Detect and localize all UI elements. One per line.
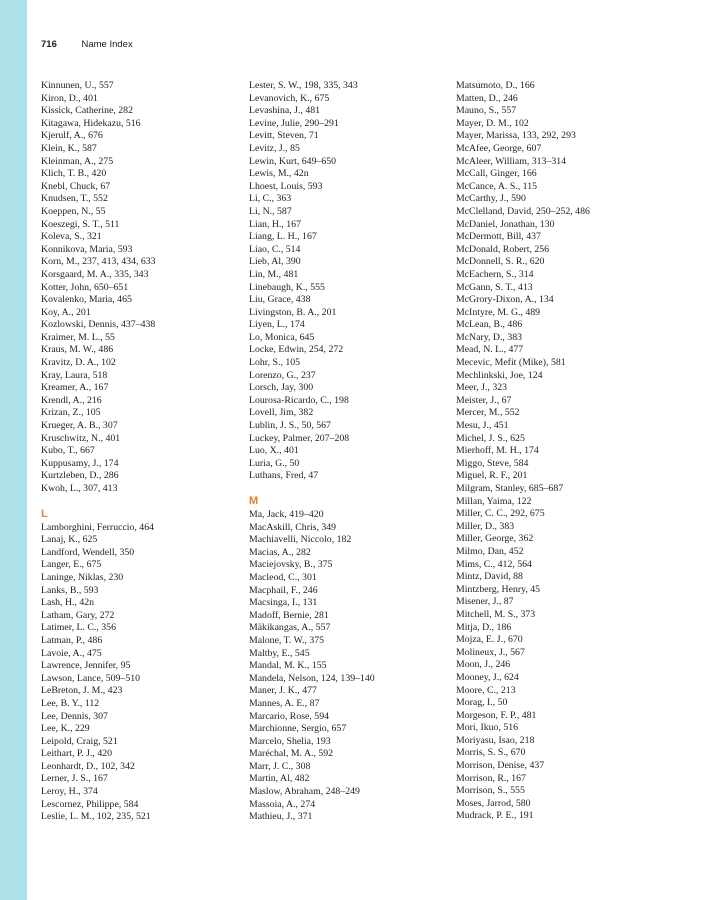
index-entry: Kwoh, L., 307, 413 [41, 483, 118, 494]
index-column-3 [456, 80, 656, 823]
index-entry: Latman, P., 486 [41, 634, 103, 646]
index-entry: Lo, Monica, 645 [249, 331, 315, 343]
index-entry: McGrory-Dixon, A., 134 [456, 294, 554, 306]
index-entry: Mintzberg, Henry, 45 [456, 583, 541, 595]
index-entry: Leslie, L. M., 102, 235, 521 [41, 811, 151, 823]
margin-color-stripe [0, 0, 27, 900]
index-entry: Lee, Dennis, 307 [41, 710, 108, 722]
index-entry: Latham, Gary, 272 [41, 609, 115, 621]
index-entry: Maciejovsky, B., 375 [249, 559, 333, 571]
index-entry: Mudrack, P. E., 191 [456, 810, 534, 822]
index-entry: Macphail, F., 246 [249, 584, 318, 596]
index-entry: Maltby, E., 545 [249, 647, 310, 659]
index-entry: Kitagawa, Hidekazu, 516 [41, 117, 141, 129]
index-entry: Krendl, A., 216 [41, 394, 102, 406]
index-entry: Mojza, E. J., 670 [456, 634, 523, 646]
index-entry: Kray, Laura, 518 [41, 369, 108, 381]
running-head: Name Index [81, 39, 133, 50]
index-entry: Lanks, B., 593 [41, 584, 99, 596]
index-entry: McClelland, David, 250–252, 486 [456, 205, 590, 217]
index-entry: Liao, C., 514 [249, 243, 301, 255]
index-entry: McGann, S. T., 413 [456, 281, 533, 293]
section-letter-heading: M [249, 495, 259, 507]
index-entry: Millan, Yaima, 122 [456, 495, 532, 507]
index-entry: Milgram, Stanley, 685–687 [456, 483, 564, 494]
index-entry: Li, N., 587 [249, 205, 292, 217]
index-entry: Lourosa-Ricardo, C., 198 [249, 394, 349, 406]
index-entry: McDonald, Robert, 256 [456, 243, 550, 255]
index-entry: Kissick, Catherine, 282 [41, 105, 133, 117]
index-entry: Levine, Julie, 290–291 [249, 117, 339, 129]
index-entry: McIntyre, M. G., 489 [456, 306, 541, 318]
index-entry: Lewin, Kurt, 649–650 [249, 155, 337, 167]
index-entry: Morag, I., 50 [456, 697, 508, 709]
index-entry: Machiavelli, Niccolo, 182 [249, 534, 352, 546]
index-entry: Macias, A., 282 [249, 546, 311, 558]
index-entry: Marcario, Rose, 594 [249, 710, 329, 722]
index-entry: McDermott, Bill, 437 [456, 231, 541, 243]
index-entry: Lee, K., 229 [41, 723, 90, 735]
index-entry: Kovalenko, Maria, 465 [41, 294, 132, 306]
index-entry: Maner, J. K., 477 [249, 685, 317, 697]
index-entry: Moses, Jarrod, 580 [456, 797, 531, 809]
index-entry: McCarthy, J., 590 [456, 193, 526, 205]
index-entry: Mecevic, Mefit (Mike), 581 [456, 357, 566, 369]
index-entry: Mitja, D., 186 [456, 621, 512, 633]
index-entry: Morrison, S., 555 [456, 785, 525, 797]
index-entry: Krizan, Z., 105 [41, 407, 101, 419]
index-entry: Kinnunen, U., 557 [41, 80, 114, 91]
index-entry: Matten, D., 246 [456, 92, 518, 104]
index-entry: Korn, M., 237, 413, 434, 633 [41, 256, 156, 268]
index-entry: Maslow, Abraham, 248–249 [249, 786, 360, 798]
index-entry: Levitt, Steven, 71 [249, 130, 319, 142]
index-entry: Leroy, H., 374 [41, 786, 98, 798]
index-entry: Moon, J., 246 [456, 659, 511, 671]
index-entry: Lublin, J. S., 50, 567 [249, 420, 331, 432]
index-entry: Kozlowski, Dennis, 437–438 [41, 319, 156, 331]
index-entry: Lavoie, A., 475 [41, 647, 102, 659]
index-entry: Kotter, John, 650–651 [41, 281, 129, 293]
index-entry: Knudsen, T., 552 [41, 193, 108, 205]
index-entry: Lescornez, Philippe, 584 [41, 798, 139, 810]
index-entry: Matsumoto, D., 166 [456, 80, 535, 91]
entry-list [456, 80, 656, 823]
index-entry: Malone, T. W., 375 [249, 634, 325, 646]
index-entry: McAfee, George, 607 [456, 142, 542, 154]
index-entry: Kraus, M. W., 486 [41, 344, 114, 356]
index-entry: Lohr, S., 105 [249, 357, 301, 369]
index-entry: Klich, T. B., 420 [41, 168, 107, 180]
index-entry: Mercer, M., 552 [456, 407, 520, 419]
index-entry: Mori, Ikuo, 516 [456, 722, 519, 734]
index-entry: Kruschwitz, N., 401 [41, 432, 121, 444]
index-entry: Martin, Al, 482 [249, 773, 310, 785]
index-entry: Morris, S. S., 670 [456, 747, 526, 759]
entry-list [41, 522, 241, 824]
index-entry: Koeppen, N., 55 [41, 205, 106, 217]
index-column-2 [249, 80, 449, 824]
index-entry: Lerner, J. S., 167 [41, 773, 108, 785]
index-entry: Luria, G., 50 [249, 457, 300, 469]
index-entry: Mauno, S., 557 [456, 105, 517, 117]
index-entry: Mathieu, J., 371 [249, 811, 313, 823]
index-entry: Mayer, Marissa, 133, 292, 293 [456, 130, 576, 142]
index-entry: Koleva, S., 321 [41, 231, 102, 243]
index-entry: Lieb, Al, 390 [249, 256, 301, 268]
index-entry: Miggo, Steve, 584 [456, 457, 529, 469]
index-entry: Levitz, J., 85 [249, 142, 300, 154]
index-entry: McLean, B., 486 [456, 319, 523, 331]
index-entry: Moriyasu, Isao, 218 [456, 734, 535, 746]
entry-list [249, 509, 449, 824]
index-entry: Koeszegi, S. T., 511 [41, 218, 120, 230]
index-entry: McNary, D., 383 [456, 331, 523, 343]
index-entry: McAleer, William, 313–314 [456, 155, 567, 167]
index-entry: Marr, J. C., 308 [249, 760, 311, 772]
index-entry: Mandal, M. K., 155 [249, 660, 327, 672]
entry-list [41, 80, 241, 496]
index-entry: Lin, M., 481 [249, 268, 299, 280]
index-entry: Michel, J. S., 625 [456, 432, 525, 444]
index-entry: Kurtzleben, D., 286 [41, 470, 119, 482]
index-entry: Luthans, Fred, 47 [249, 470, 319, 482]
index-entry: Locke, Edwin, 254, 272 [249, 344, 344, 356]
index-entry: Landford, Wendell, 350 [41, 546, 135, 558]
index-entry: McCall, Ginger, 166 [456, 168, 537, 180]
index-entry: Miller, C. C., 292, 675 [456, 508, 545, 520]
section-letter-heading: L [41, 507, 48, 520]
index-entry: Lorenzo, G., 237 [249, 369, 316, 381]
page-number: 716 [41, 39, 57, 50]
index-entry: Levanovich, K., 675 [249, 92, 330, 104]
index-entry: Knebl, Chuck, 67 [41, 180, 111, 192]
index-entry: Kraimer, M. L., 55 [41, 331, 115, 343]
index-entry: Macleod, C., 301 [249, 571, 317, 583]
index-entry: Mierhoff, M. H., 174 [456, 445, 539, 457]
index-entry: Mitchell, M. S., 373 [456, 608, 536, 620]
index-entry: Lee, B. Y., 112 [41, 697, 100, 709]
index-entry: Lanaj, K., 625 [41, 534, 98, 546]
index-entry: Lester, S. W., 198, 335, 343 [249, 80, 358, 91]
index-entry: Miller, D., 383 [456, 520, 515, 532]
index-entry: Koy, A., 201 [41, 306, 91, 318]
index-entry: Kravitz, D. A., 102 [41, 357, 116, 369]
index-entry: Leipold, Craig, 521 [41, 735, 118, 747]
index-entry: Lorsch, Jay, 300 [249, 382, 314, 394]
index-entry: Miguel, R. F., 201 [456, 470, 528, 482]
index-entry: Mandela, Nelson, 124, 139–140 [249, 672, 375, 684]
index-entry: Kubo, T., 667 [41, 445, 95, 457]
index-entry: Kjerulf, A., 676 [41, 130, 103, 142]
index-entry: Madoff, Bernie, 281 [249, 609, 329, 621]
index-entry: Lash, H., 42n [41, 597, 95, 609]
index-entry: MacAskill, Chris, 349 [249, 521, 337, 533]
index-entry: Klein, K., 587 [41, 142, 97, 154]
index-entry: Lewis, M., 42n [249, 168, 309, 180]
index-entry: LeBreton, J. M., 423 [41, 685, 123, 697]
entry-list [249, 80, 449, 483]
index-entry: Lamborghini, Ferruccio, 464 [41, 521, 155, 533]
index-entry: Liang, L. H., 167 [249, 231, 317, 243]
index-column-1 [41, 80, 241, 824]
index-entry: Korsgaard, M. A., 335, 343 [41, 268, 149, 280]
index-entry: Marchionne, Sergio, 657 [249, 723, 347, 735]
index-entry: Luo, X., 401 [249, 445, 299, 457]
index-entry: Moore, C., 213 [456, 684, 516, 696]
index-entry: Luckey, Palmer, 207–208 [249, 432, 350, 444]
index-entry: Mead, N. L., 477 [456, 344, 524, 356]
index-entry: Li, C., 363 [249, 193, 292, 205]
index-entry: Meister, J., 67 [456, 394, 512, 406]
index-entry: Mooney, J., 624 [456, 671, 519, 683]
page-header [41, 39, 133, 50]
index-entry: Morrison, R., 167 [456, 772, 526, 784]
index-entry: McEachern, S., 314 [456, 268, 534, 280]
index-entry: McDonnell, S. R., 620 [456, 256, 545, 268]
index-entry: McCance, A. S., 115 [456, 180, 537, 192]
index-entry: Langer, E., 675 [41, 559, 102, 571]
index-entry: McDaniel, Jonathan, 130 [456, 218, 555, 230]
index-entry: Mims, C., 412, 564 [456, 558, 532, 570]
index-entry: Liu, Grace, 438 [249, 294, 311, 306]
index-entry: Lawrence, Jennifer, 95 [41, 660, 131, 672]
index-entry: Latimer, L. C., 356 [41, 622, 116, 634]
index-entry: Massoia, A., 274 [249, 798, 316, 810]
index-entry: Mayer, D. M., 102 [456, 117, 529, 129]
index-entry: Lawson, Lance, 509–510 [41, 672, 141, 684]
index-entry: Krueger, A. B., 307 [41, 420, 118, 432]
index-entry: Kiron, D., 401 [41, 92, 98, 104]
index-entry: Laninge, Niklas, 230 [41, 571, 124, 583]
index-entry: Marcelo, Shelia, 193 [249, 735, 331, 747]
index-entry: Ma, Jack, 419–420 [249, 509, 324, 520]
index-entry: Konnikova, Maria, 593 [41, 243, 133, 255]
index-entry: Lovell, Jim, 382 [249, 407, 314, 419]
index-entry: Macsinga, I., 131 [249, 597, 318, 609]
index-entry: Leonhardt, D., 102, 342 [41, 760, 135, 772]
index-entry: Meer, J., 323 [456, 382, 508, 394]
index-entry: Mechlinkski, Joe, 124 [456, 369, 543, 381]
index-entry: Mintz, David, 88 [456, 571, 523, 583]
index-entry: Morgeson, F. P., 481 [456, 709, 537, 721]
index-entry: Misener, J., 87 [456, 596, 514, 608]
index-entry: Milmo, Dan, 452 [456, 545, 524, 557]
index-entry: Kreamer, A., 167 [41, 382, 109, 394]
index-entry: Kuppusamy, J., 174 [41, 457, 119, 469]
index-entry: Lhoest, Louis, 593 [249, 180, 323, 192]
index-entry: Miller, George, 362 [456, 533, 534, 545]
index-entry: Levashina, J., 481 [249, 105, 321, 117]
index-entry: Morrison, Denise, 437 [456, 760, 545, 772]
index-entry: Lian, H., 167 [249, 218, 301, 230]
index-entry: Kleinman, A., 275 [41, 155, 114, 167]
index-entry: Liyen, L., 174 [249, 319, 305, 331]
index-entry: Molineux, J., 567 [456, 646, 525, 658]
index-entry: Maréchal, M. A., 592 [249, 748, 334, 760]
index-entry: Mannes, A. E., 87 [249, 697, 320, 709]
index-entry: Linebaugh, K., 555 [249, 281, 325, 293]
index-entry: Mäkikangas, A., 557 [249, 622, 331, 634]
index-entry: Mesu, J., 451 [456, 420, 509, 432]
index-entry: Leithart, P. J., 420 [41, 748, 113, 760]
index-entry: Livingston, B. A., 201 [249, 306, 337, 318]
